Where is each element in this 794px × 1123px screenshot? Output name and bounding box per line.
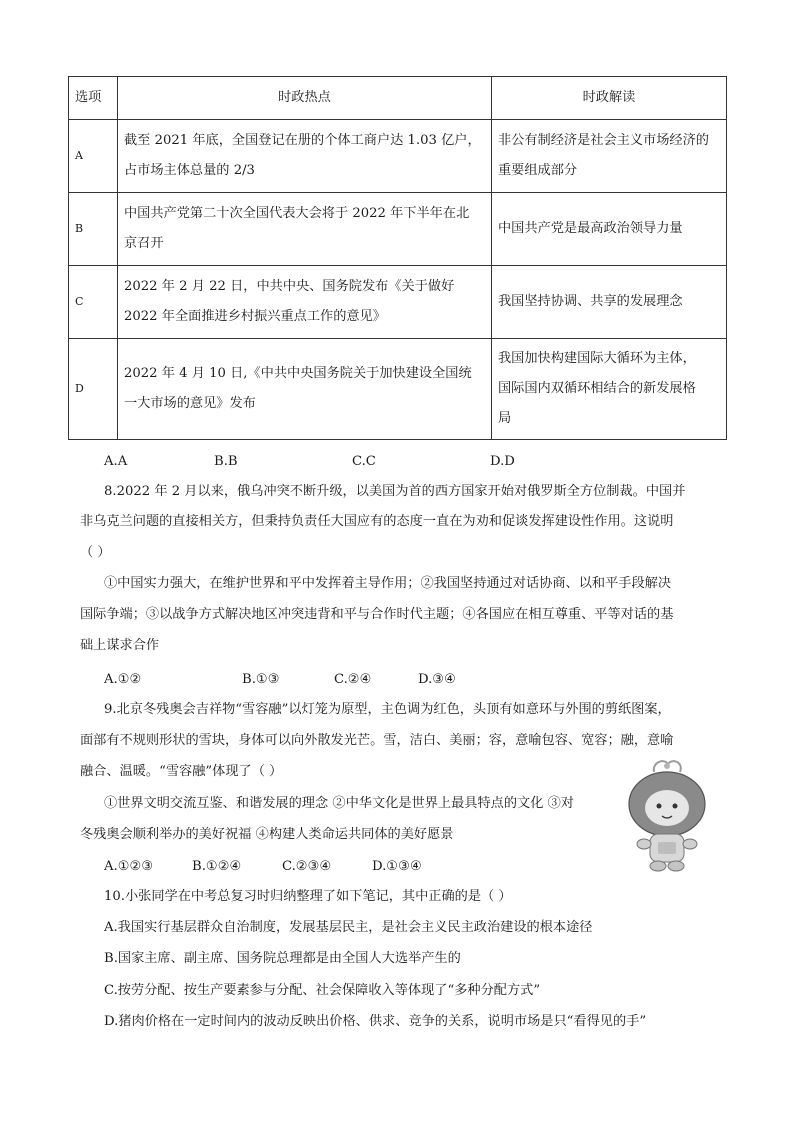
table-row bbox=[69, 120, 727, 193]
q9-stem-line: 面部有不规则形状的雪块，身体可以向外散发光芒。雪，洁白、美丽；容，意喻包容、宽容；融，意喻 bbox=[80, 733, 674, 748]
row-hot-topic bbox=[118, 193, 492, 266]
mascot-eye bbox=[673, 804, 678, 809]
mascot-foot bbox=[650, 861, 666, 871]
row-interpretation bbox=[492, 120, 727, 193]
mascot-illustration bbox=[624, 756, 710, 876]
table-row bbox=[69, 193, 727, 266]
text-line: 中国共产党是最高政治领导力量 bbox=[498, 221, 683, 236]
q10-option: A.我国实行基层群众自治制度，发展基层民主，是社会主义民主政治建设的根本途径 bbox=[104, 920, 593, 935]
text-line: 局 bbox=[498, 411, 512, 426]
q8-options bbox=[104, 670, 456, 690]
q10-stem: 10.小张同学在中考总复习时归纳整理了如下笔记，其中正确的是（ ） bbox=[104, 889, 512, 904]
option: B.①③ bbox=[242, 672, 280, 687]
option: A.①②③ bbox=[104, 859, 154, 874]
mascot-eye bbox=[657, 804, 662, 809]
text-line: 2022 年 2 月 22 日，中共中央、国务院发布《关于做好 bbox=[124, 279, 455, 294]
q8-stem-line: 8.2022 年 2 月以来，俄乌冲突不断升级，以美国为首的西方国家开始对俄罗斯全方位制裁。中国并 bbox=[104, 484, 686, 499]
text-line: 非公有制经济是社会主义市场经济的 bbox=[498, 133, 709, 148]
mascot-emblem bbox=[658, 842, 676, 854]
q10-option: C.按劳分配、按生产要素参与分配、社会保障收入等体现了“多种分配方式” bbox=[104, 983, 541, 998]
header-interpretation: 时政解读 bbox=[492, 77, 727, 120]
row-hot-topic bbox=[118, 266, 492, 339]
row-option-label: D bbox=[69, 339, 118, 440]
option: C.②③④ bbox=[282, 859, 332, 874]
row-interpretation bbox=[492, 266, 727, 339]
q9-options bbox=[104, 857, 422, 877]
text-line: 中国共产党第二十次全国代表大会将于 2022 年下半年在北 bbox=[124, 206, 470, 221]
option: C.C bbox=[352, 454, 376, 469]
text-line: 国际国内双循环相结合的新发展格 bbox=[498, 381, 696, 396]
row-hot-topic bbox=[118, 339, 492, 440]
q9-statement-line: 冬残奥会顺利举办的美好祝福 ④构建人类命运共同体的美好愿景 bbox=[80, 827, 454, 842]
q9-stem-line: 融合、温暖。“雪容融”体现了（ ） bbox=[80, 764, 283, 779]
table-header-row bbox=[69, 77, 727, 120]
row-option-label: B bbox=[69, 193, 118, 266]
q10-option: B.国家主席、副主席、国务院总理都是由全国人大选举产生的 bbox=[104, 951, 461, 966]
mascot-arm bbox=[637, 839, 651, 849]
option: A.A bbox=[104, 454, 128, 469]
q7-options bbox=[104, 452, 515, 472]
q8-answer-bracket: （ ） bbox=[80, 545, 111, 560]
row-interpretation bbox=[492, 339, 727, 440]
text-line: 占市场主体总量的 2/3 bbox=[124, 163, 255, 178]
option: C.②④ bbox=[334, 672, 372, 687]
header-option: 选项 bbox=[69, 77, 118, 120]
q8-statement-line: ①中国实力强大，在维护世界和平中发挥着主导作用；②我国坚持通过对话协商、以和平手段解决 bbox=[104, 576, 672, 591]
option: D.D bbox=[490, 454, 515, 469]
text-line: 2022 年全面推进乡村振兴重点工作的意见》 bbox=[124, 309, 386, 324]
q8-statement-line: 国际争端；③以战争方式解决地区冲突违背和平与合作时代主题；④各国应在相互尊重、平等对话的基 bbox=[80, 607, 674, 622]
row-option-label: A bbox=[69, 120, 118, 193]
text-line: 我国加快构建国际大循环为主体， bbox=[498, 351, 696, 366]
header-hot-topic: 时政热点 bbox=[118, 77, 492, 120]
q9-stem-line: 9.北京冬残奥会吉祥物“雪容融”以灯笼为原型，主色调为红色，头顶有如意环与外围的剪纸图案， bbox=[104, 702, 671, 717]
row-option-label: C bbox=[69, 266, 118, 339]
text-line: 2022 年 4 月 10 日,《中共中央国务院关于加快建设全国统 bbox=[124, 366, 472, 381]
row-hot-topic bbox=[118, 120, 492, 193]
text-line: 一大市场的意见》发布 bbox=[124, 396, 256, 411]
text-line: 京召开 bbox=[124, 236, 164, 251]
text-line: 重要组成部分 bbox=[498, 163, 578, 178]
option: B.B bbox=[214, 454, 238, 469]
ruyi-ring-icon bbox=[654, 761, 681, 772]
text-line: 我国坚持协调、共享的发展理念 bbox=[498, 294, 683, 309]
option: D.①③④ bbox=[372, 859, 422, 874]
table-row bbox=[69, 339, 727, 440]
text-line: 截至 2021 年底，全国登记在册的个体工商户达 1.03 亿户， bbox=[124, 133, 481, 148]
option: B.①②④ bbox=[192, 859, 242, 874]
q9-statement-line: ①世界文明交流互鉴、和谐发展的理念 ②中华文化是世界上最具特点的文化 ③对 bbox=[104, 796, 574, 811]
option: D.③④ bbox=[418, 672, 456, 687]
q10-option: D.猪肉价格在一定时间内的波动反映出价格、供求、竞争的关系，说明市场是只“看得见的手” bbox=[104, 1014, 647, 1029]
mascot-face bbox=[645, 790, 689, 826]
mascot-foot bbox=[668, 861, 684, 871]
option: A.①② bbox=[104, 672, 142, 687]
question-7-table bbox=[68, 76, 727, 440]
table-row bbox=[69, 266, 727, 339]
mascot-arm bbox=[683, 839, 697, 849]
q8-statement-line: 础上谋求合作 bbox=[80, 638, 160, 653]
row-interpretation bbox=[492, 193, 727, 266]
q8-stem-line: 非乌克兰问题的直接相关方，但秉持负责任大国应有的态度一直在为劝和促谈发挥建设性作用。这说明 bbox=[80, 514, 674, 529]
